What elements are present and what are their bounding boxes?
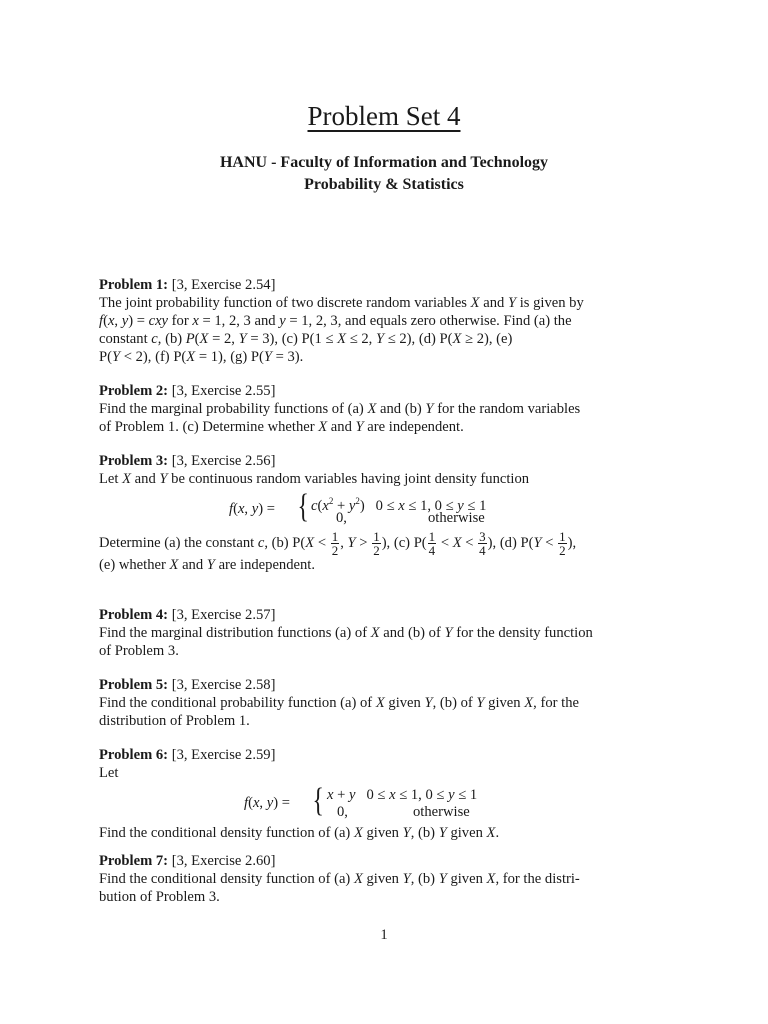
problem-text: constant c, (b) P(X = 2, Y = 3), (c) P(1 ≤ X ≤ 2, Y ≤ 2), (d) P(X ≥ 2), (e) xyxy=(99,331,513,347)
problem-text: Let X and Y be continuous random variables having joint density function xyxy=(99,471,530,487)
problem-3 xyxy=(99,452,670,574)
problem-text: The joint probability function of two discrete random variables X and Y is given by xyxy=(99,295,584,311)
problem-text: of Problem 3. xyxy=(99,643,179,659)
problem-text: Determine (a) the constant c, (b) P(X < $\frac{1}{2}$ , Y > $\frac{1}{2}$ ), (c) P( $\frac{1}{4}$ < X < $\frac{3}{4}$ ), (d) P(Y < $\frac{1}{2}$ ), xyxy=(99,529,577,559)
problem-label: Problem 4: xyxy=(99,607,169,623)
problem-heading xyxy=(99,452,670,470)
problem-text: of Problem 1. (c) Determine whether X and Y are independent. xyxy=(99,419,464,435)
problem-text: bution of Problem 3. xyxy=(99,889,220,905)
problem-1 xyxy=(99,276,670,366)
problem-reference: [3, Exercise 2.59] xyxy=(171,747,276,763)
problem-text: Let xyxy=(99,765,119,781)
density-function-formula: f(x, y) = { x + y 0 ≤ x ≤ 1, 0 ≤ y ≤ 1 0, otherwise xyxy=(244,782,478,820)
problem-reference: [3, Exercise 2.58] xyxy=(171,677,276,693)
problem-heading xyxy=(99,606,670,624)
page-title: Problem Set 4 xyxy=(307,101,461,131)
problem-heading xyxy=(99,382,670,400)
problem-2 xyxy=(99,382,670,436)
problem-heading xyxy=(99,276,670,294)
problem-reference: [3, Exercise 2.54] xyxy=(171,277,276,293)
problem-text: distribution of Problem 1. xyxy=(99,713,250,729)
problem-text: Find the marginal distribution functions (a) of X and (b) of Y for the density function xyxy=(99,625,593,641)
problem-label: Problem 5: xyxy=(99,677,169,693)
problem-text: Find the conditional probability function (a) of X given Y, (b) of Y given X, for the xyxy=(99,695,579,711)
density-function-formula: f(x, y) = { $c(x^2 + y^2) 0 \le x \le 1$, 0 ≤ y ≤ 1 0, otherwise xyxy=(229,488,487,526)
problem-text: Find the marginal probability functions of (a) X and (b) Y for the random variables xyxy=(99,401,581,417)
problem-reference: [3, Exercise 2.56] xyxy=(171,453,276,469)
problem-heading xyxy=(99,676,670,694)
subtitle-course: Probability & Statistics xyxy=(304,176,464,193)
problem-heading xyxy=(99,746,670,764)
problem-reference: [3, Exercise 2.55] xyxy=(171,383,276,399)
problem-label: Problem 2: xyxy=(99,383,169,399)
problem-6 xyxy=(99,746,670,842)
page-number: 1 xyxy=(380,927,388,943)
problem-7 xyxy=(99,852,670,906)
problem-label: Problem 1: xyxy=(99,277,169,293)
problem-reference: [3, Exercise 2.60] xyxy=(171,853,276,869)
problem-text: P(Y < 2), (f) P(X = 1), (g) P(Y = 3). xyxy=(99,349,304,365)
problem-label: Problem 6: xyxy=(99,747,169,763)
problem-label: Problem 7: xyxy=(99,853,169,869)
problem-heading xyxy=(99,852,670,870)
problem-text: f(x, y) = cxy for x = 1, 2, 3 and y = 1, 2, 3, and equals zero otherwise. Find (a) the xyxy=(99,313,572,329)
problem-5 xyxy=(99,676,670,730)
subtitle xyxy=(0,152,768,196)
problem-text: Find the conditional density function of (a) X given Y, (b) Y given X. xyxy=(99,825,500,841)
problem-4 xyxy=(99,606,670,660)
problem-text: (e) whether X and Y are independent. xyxy=(99,557,316,573)
problem-text: Find the conditional density function of (a) X given Y, (b) Y given X, for the distri- xyxy=(99,871,580,887)
subtitle-institution: HANU - Faculty of Information and Technology xyxy=(219,154,549,171)
problem-label: Problem 3: xyxy=(99,453,169,469)
problem-reference: [3, Exercise 2.57] xyxy=(171,607,276,623)
